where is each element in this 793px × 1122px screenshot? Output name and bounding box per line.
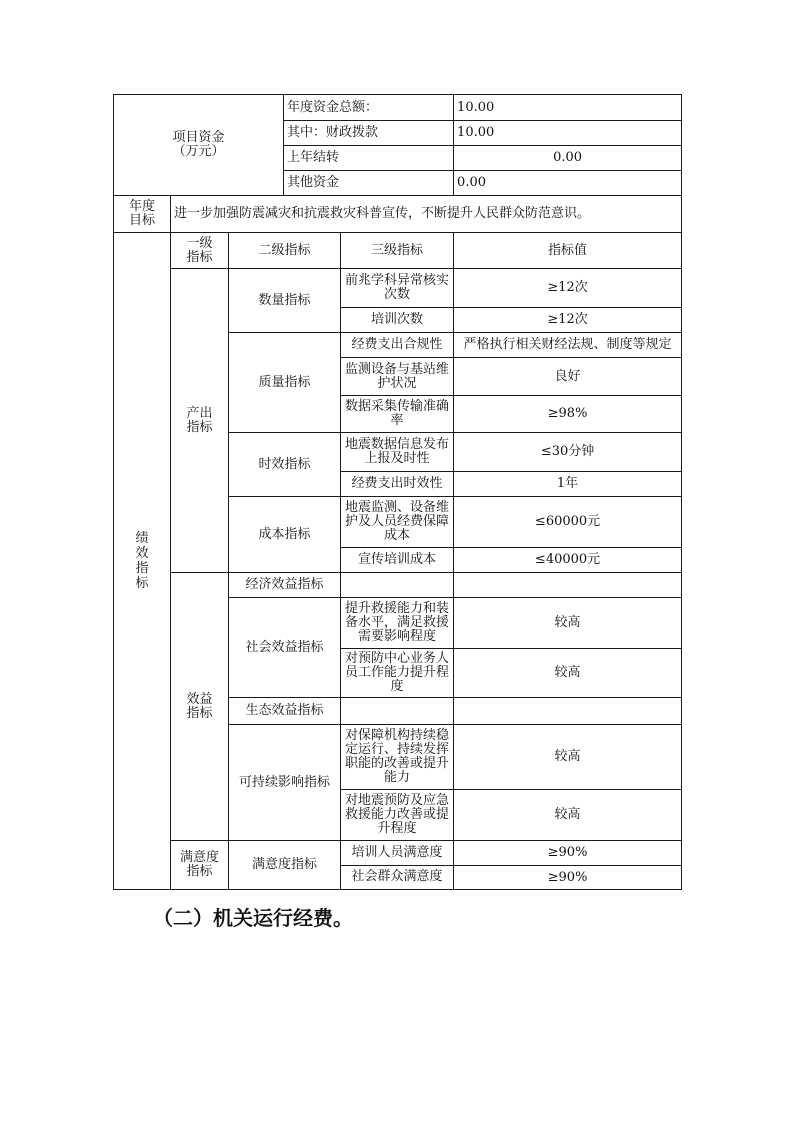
indicator-name-cell <box>341 396 454 433</box>
indicator-name-cell <box>341 841 454 866</box>
project-performance-table <box>113 94 682 890</box>
indicator-value: ≥90% <box>454 866 682 890</box>
table-row <box>114 573 682 598</box>
funding-fiscal-value: 10.00 <box>454 121 682 146</box>
indicator-name: 对保障机构持续稳定运行、持续发挥职能的改善或提升能力 <box>345 728 450 785</box>
indicator-name-cell <box>341 472 454 497</box>
funding-label-cell <box>114 95 284 196</box>
header-level1-cell <box>171 233 229 269</box>
empty-cell <box>341 698 454 725</box>
indicator-value: 较高 <box>454 725 682 790</box>
indicator-name-cell <box>341 333 454 358</box>
header-level3: 三级指标 <box>341 233 454 269</box>
indicator-name-cell <box>341 269 454 308</box>
performance-label-cell <box>114 233 171 890</box>
level2-social-label: 社会效益指标 <box>229 598 341 698</box>
level2-ecological-label: 生态效益指标 <box>229 698 341 725</box>
table-row <box>114 233 682 269</box>
level2-quality-label: 质量指标 <box>229 333 341 433</box>
level1-benefit-cell <box>171 573 229 841</box>
indicator-value: ≤40000元 <box>454 548 682 573</box>
annual-goal-label-cell <box>114 196 171 233</box>
indicator-name: 经费支出时效性 <box>351 475 443 491</box>
table-row <box>114 841 682 866</box>
annual-goal-text: 进一步加强防震减灾和抗震救灾科普宣传，不断提升人民群众防范意识。 <box>171 196 682 233</box>
indicator-value: 1年 <box>454 472 682 497</box>
table-row <box>114 95 682 121</box>
level2-timeliness-label: 时效指标 <box>229 433 341 497</box>
section-heading: （二）机关运行经费。 <box>153 906 353 930</box>
indicator-value: 良好 <box>454 358 682 396</box>
level1-output-cell <box>171 269 229 573</box>
indicator-value: ≥98% <box>454 396 682 433</box>
level2-satisfaction-label: 满意度指标 <box>229 841 341 890</box>
header-value: 指标值 <box>454 233 682 269</box>
indicator-name: 对地震预防及应急救援能力改善或提升程度 <box>345 793 450 836</box>
funding-label: 项目资金（万元） <box>172 130 225 159</box>
empty-cell <box>454 698 682 725</box>
level1-satisfaction-label: 满意度指标 <box>179 850 219 879</box>
performance-label: 绩效指标 <box>135 531 149 591</box>
funding-fiscal-label: 其中：财政拨款 <box>284 121 454 146</box>
indicator-value: ≥12次 <box>454 308 682 333</box>
header-level2: 二级指标 <box>229 233 341 269</box>
indicator-name-cell <box>341 649 454 698</box>
funding-carryover-value: 0.00 <box>454 146 682 171</box>
level2-quantity-label: 数量指标 <box>229 269 341 333</box>
indicator-name: 提升救援能力和装备水平，满足救援需要影响程度 <box>345 601 450 644</box>
indicator-name: 监测设备与基站维护状况 <box>345 361 450 391</box>
funding-total-value: 10.00 <box>454 95 682 121</box>
indicator-value: ≤60000元 <box>454 497 682 548</box>
indicator-name: 宣传培训成本 <box>358 551 437 567</box>
level2-economic-label: 经济效益指标 <box>229 573 341 598</box>
indicator-name: 培训人员满意度 <box>351 844 443 860</box>
funding-carryover-label: 上年结转 <box>284 146 454 171</box>
indicator-value: 较高 <box>454 790 682 841</box>
indicator-value: ≥12次 <box>454 269 682 308</box>
indicator-value: ≥90% <box>454 841 682 866</box>
level1-output-label: 产出指标 <box>186 405 213 435</box>
indicator-name: 地震监测、设备维护及人员经费保障成本 <box>345 500 450 543</box>
indicator-value: ≤30分钟 <box>454 433 682 472</box>
level2-sustainability-label: 可持续影响指标 <box>229 725 341 841</box>
level1-benefit-label: 效益指标 <box>186 691 213 721</box>
indicator-name-cell <box>341 497 454 548</box>
header-level1: 一级指标 <box>186 235 213 265</box>
level1-satisfaction-cell <box>171 841 229 890</box>
table-row <box>114 196 682 233</box>
indicator-name: 对预防中心业务人员工作能力提升程度 <box>345 651 450 694</box>
indicator-name-cell <box>341 433 454 472</box>
indicator-name-cell <box>341 790 454 841</box>
level2-cost-label: 成本指标 <box>229 497 341 573</box>
empty-cell <box>341 573 454 598</box>
indicator-value: 较高 <box>454 598 682 649</box>
indicator-name-cell <box>341 358 454 396</box>
indicator-name: 社会群众满意度 <box>351 869 443 885</box>
empty-cell <box>454 573 682 598</box>
indicator-name-cell <box>341 548 454 573</box>
indicator-name: 前兆学科异常核实次数 <box>345 273 450 302</box>
funding-other-label: 其他资金 <box>284 171 454 196</box>
indicator-name: 经费支出合规性 <box>351 336 443 352</box>
indicator-name: 培训次数 <box>371 311 424 327</box>
indicator-name-cell <box>341 725 454 790</box>
indicator-name-cell <box>341 308 454 333</box>
annual-goal-label: 年度目标 <box>128 199 155 228</box>
indicator-name-cell <box>341 598 454 649</box>
indicator-value: 较高 <box>454 649 682 698</box>
indicator-name-cell <box>341 866 454 890</box>
indicator-name: 地震数据信息发布上报及时性 <box>345 437 450 466</box>
table-row <box>114 269 682 308</box>
indicator-name: 数据采集传输准确率 <box>345 399 450 428</box>
indicator-value: 严格执行相关财经法规、制度等规定 <box>454 333 682 358</box>
funding-total-label: 年度资金总额： <box>284 95 454 121</box>
funding-other-value: 0.00 <box>454 171 682 196</box>
